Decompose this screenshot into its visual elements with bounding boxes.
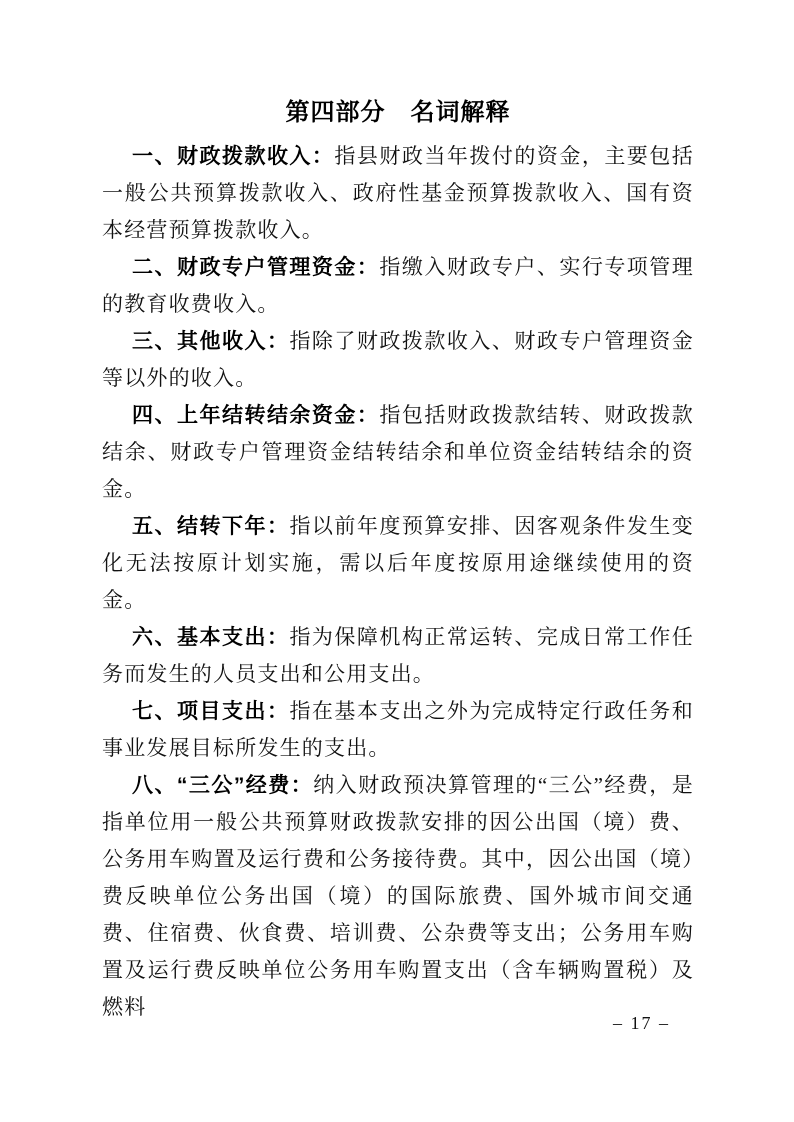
definition-text: 指缴入财政专户、实行专项管理的教育收费收入。 [102,255,694,316]
definition-paragraph [102,323,694,397]
definition-paragraph [102,397,694,508]
definition-paragraph [102,508,694,619]
definition-text: 指除了财政拨款收入、财政专户管理资金等以外的收入。 [102,329,694,390]
page-number: – 17 – [613,1013,670,1033]
definition-text: 指为保障机构正常运转、完成日常工作任务而发生的人员支出和公用支出。 [102,625,694,686]
definition-paragraph [102,249,694,323]
definition-paragraph [102,619,694,693]
definition-text: 指包括财政拨款结转、财政拨款结余、财政专户管理资金结转结余和单位资金结转结余的资金。 [102,403,694,501]
definition-text: 纳入财政预决算管理的“三公”经费，是指单位用一般公共预算财政拨款安排的因公出国（境）费、公务用车购置及运行费和公务接待费。其中，因公出国（境）费反映单位公务出国（境）的国际旅费、国外城市间交通费、住宿费、伙食费、培训费、公杂费等支出；公务用车购置及运行费反映单位公务用车购置支出（含车辆购置税）及燃料 [102,773,694,1019]
definition-term: 五、结转下年： [132,515,290,538]
definition-paragraph [102,767,694,1026]
definition-term: 四、上年结转结余资金： [132,404,380,427]
definition-term: 三、其他收入： [132,330,290,353]
definition-text: 指县财政当年拨付的资金，主要包括一般公共预算拨款收入、政府性基金预算拨款收入、国有资本经营预算拨款收入。 [102,144,694,242]
definition-term: 七、项目支出： [132,700,290,723]
page-title: 第四部分 名词解释 [285,99,511,126]
definitions-list [102,138,694,1026]
definition-paragraph [102,693,694,767]
document-content [102,0,694,1026]
definition-paragraph [102,138,694,249]
definition-term: 二、财政专户管理资金： [132,256,380,279]
definition-term: 六、基本支出： [132,626,290,649]
definition-text: 指在基本支出之外为完成特定行政任务和事业发展目标所发生的支出。 [102,699,694,760]
definition-term: 八、“三公”经费： [132,774,314,797]
definition-term: 一、财政拨款收入： [132,145,335,168]
definition-text: 指以前年度预算安排、因客观条件发生变化无法按原计划实施，需以后年度按原用途继续使用的资金。 [102,514,694,612]
